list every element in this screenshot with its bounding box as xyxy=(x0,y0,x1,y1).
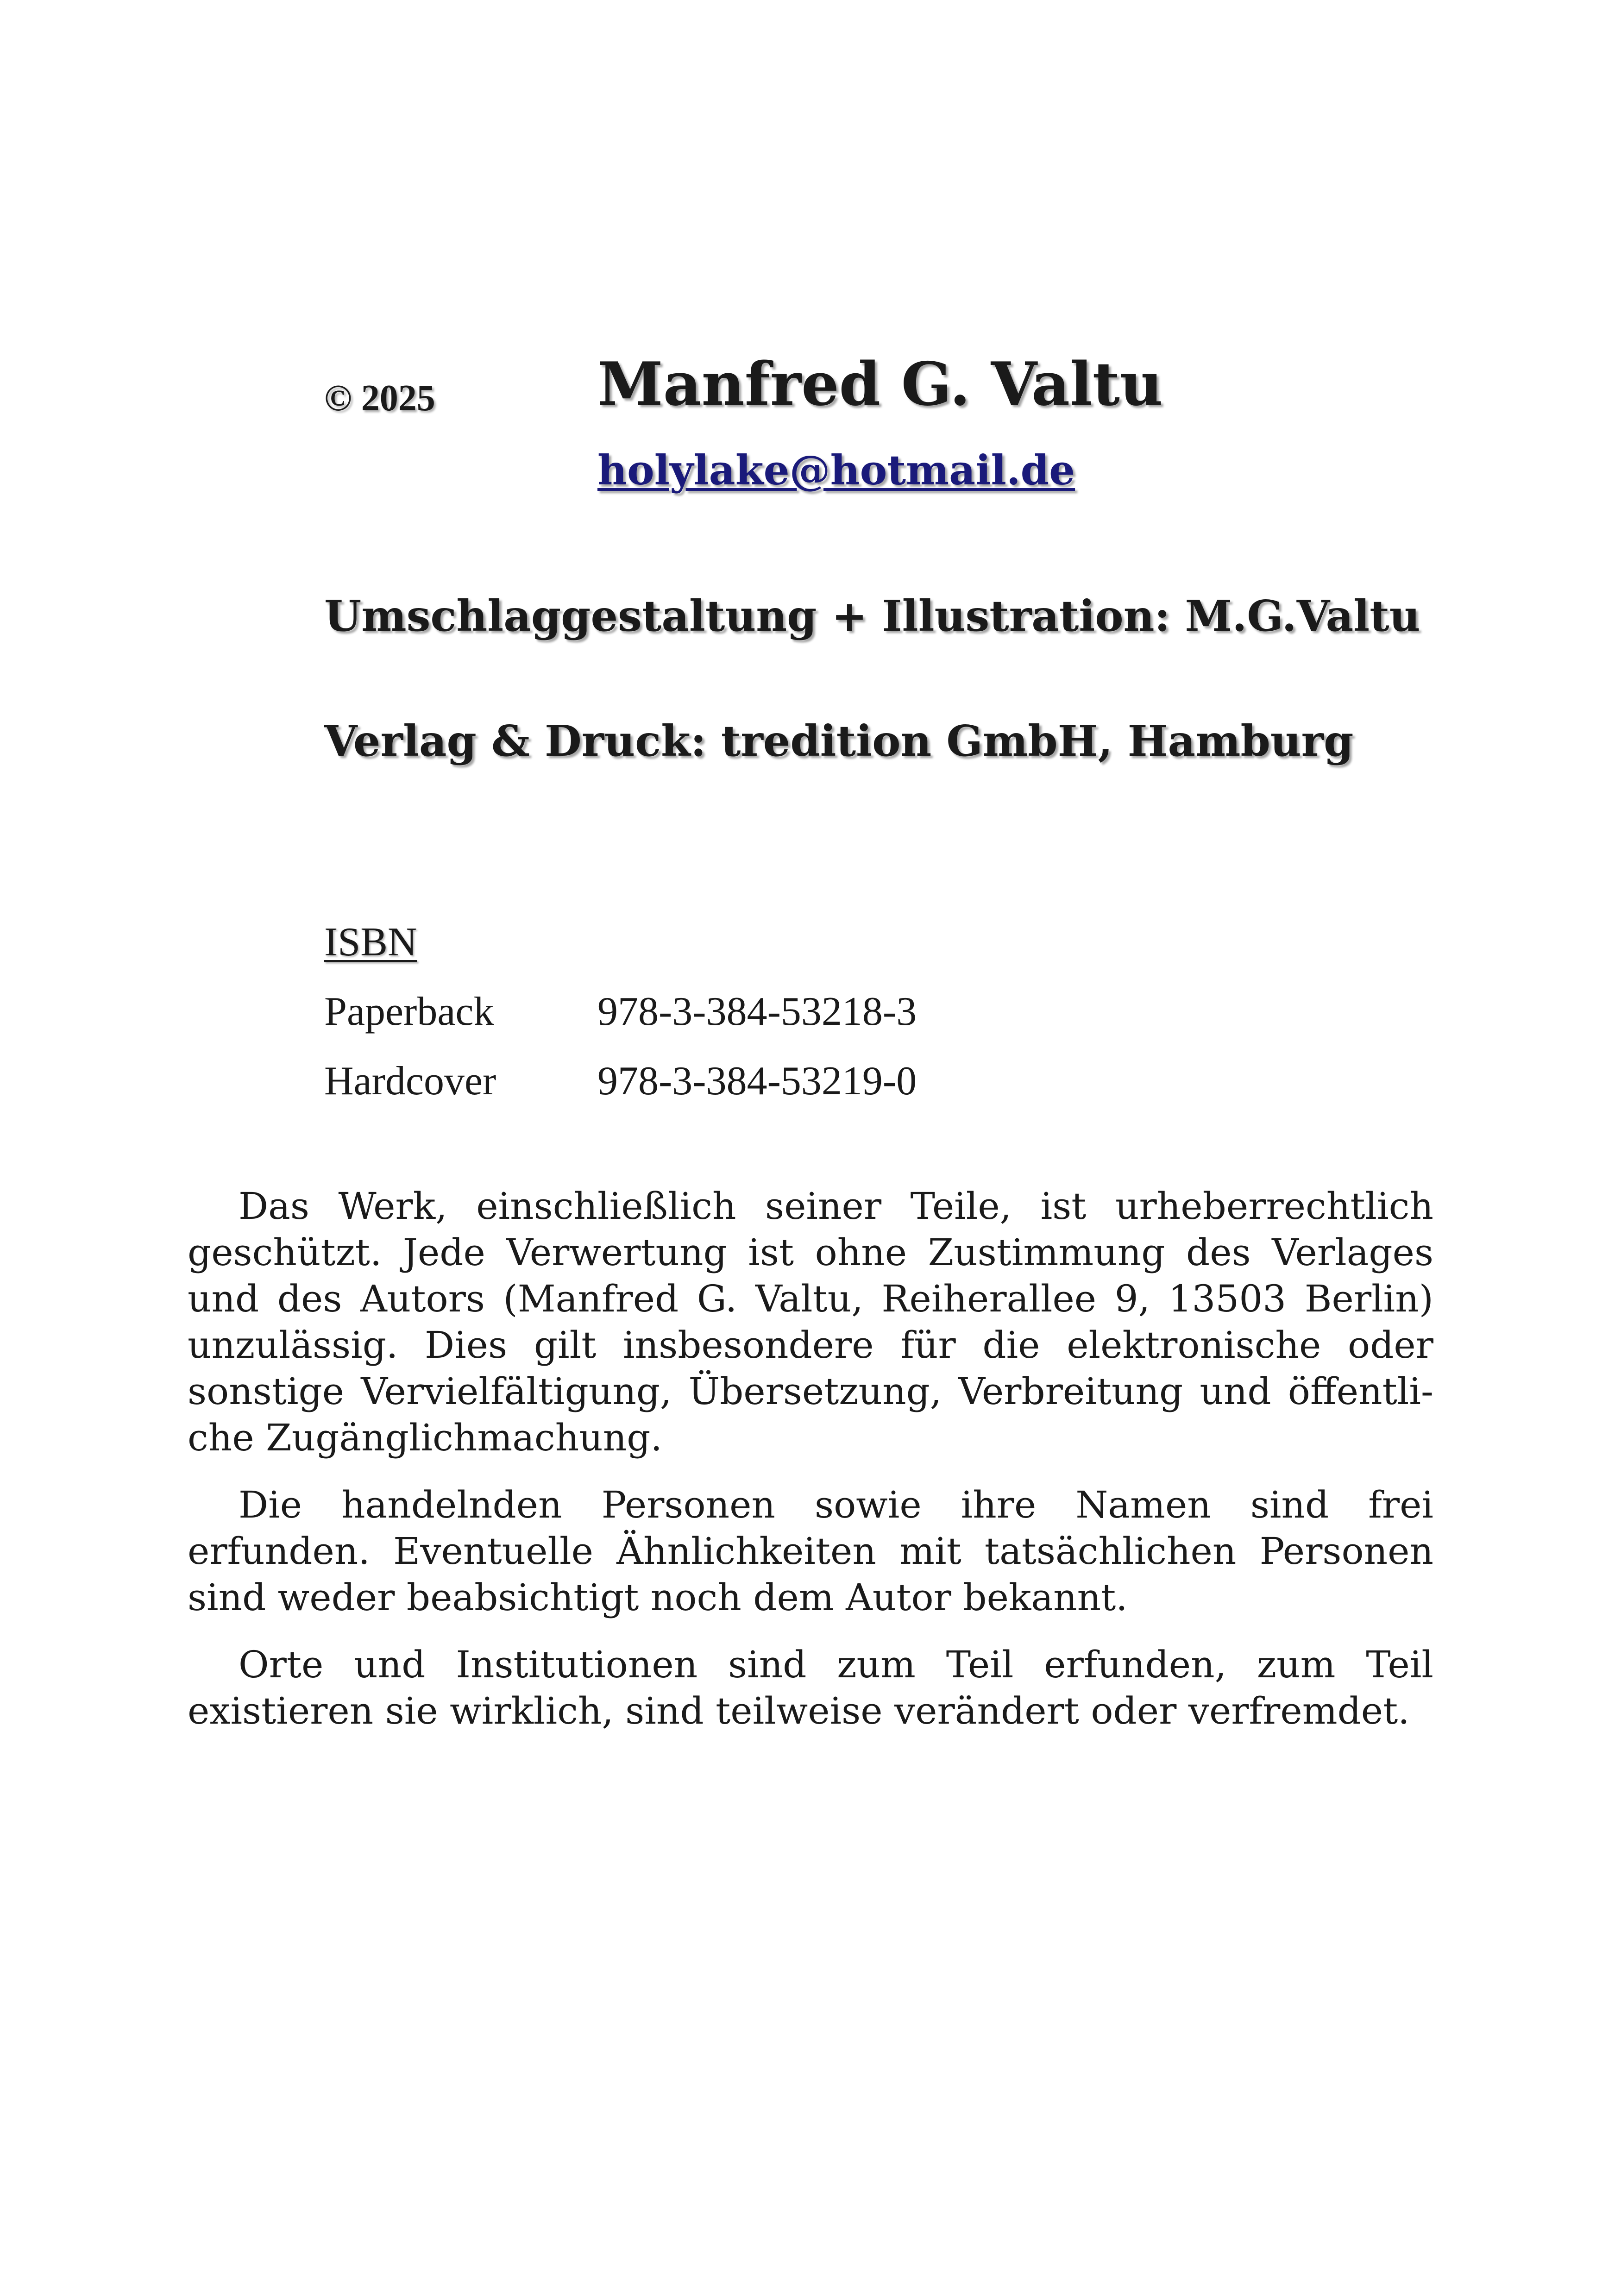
paragraph-text: Das Werk, einschließlich seiner Teile, ist urheberrechtlich geschützt. Jede Verwertung ist ohne Zustimmung des Verlages und des Autors (Manfred G. Valtu, Reiherallee 9, 13503 Berlin) unzulässig. Dies gilt insbesondere für die elektronische oder sonstige Vervielfältigung, Übersetzung, Verbreitung und öffentli-che Zugänglichmachung. xyxy=(188,1185,1433,1459)
isbn-value: 978-3-384-53218-3 xyxy=(597,989,917,1034)
email-link[interactable]: holylake@hotmail.de xyxy=(597,446,1075,494)
isbn-block xyxy=(324,908,917,1116)
author-name: Manfred G. Valtu xyxy=(597,350,1163,419)
isbn-heading: ISBN xyxy=(324,920,417,965)
isbn-label: Hardcover xyxy=(324,1059,496,1104)
isbn-label: Paperback xyxy=(324,989,494,1034)
isbn-row-paperback xyxy=(324,977,917,1047)
cover-credit: Umschlaggestaltung + Illustration: M.G.Valtu xyxy=(324,591,1420,641)
paragraph-text: Orte und Institutionen sind zum Teil erfunden, zum Teil existieren sie wirklich, sind teilweise verändert oder verfremdet. xyxy=(188,1643,1433,1732)
places-disclaimer-paragraph xyxy=(188,1642,1433,1734)
copyright-line xyxy=(324,350,1436,428)
copyright-paragraph xyxy=(188,1183,1433,1461)
fiction-disclaimer-paragraph xyxy=(188,1482,1433,1621)
isbn-row-hardcover xyxy=(324,1047,917,1116)
paragraph-text: Die handelnden Personen sowie ihre Namen sind frei erfunden. Eventuelle Ähnlichkeiten mit tatsächlichen Personen sind weder beabsichtigt noch dem Autor bekannt. xyxy=(188,1483,1433,1619)
isbn-value: 978-3-384-53219-0 xyxy=(597,1059,917,1104)
copyright-notice: © 2025 xyxy=(324,378,435,419)
publisher-credit: Verlag & Druck: tredition GmbH, Hamburg xyxy=(324,716,1354,766)
